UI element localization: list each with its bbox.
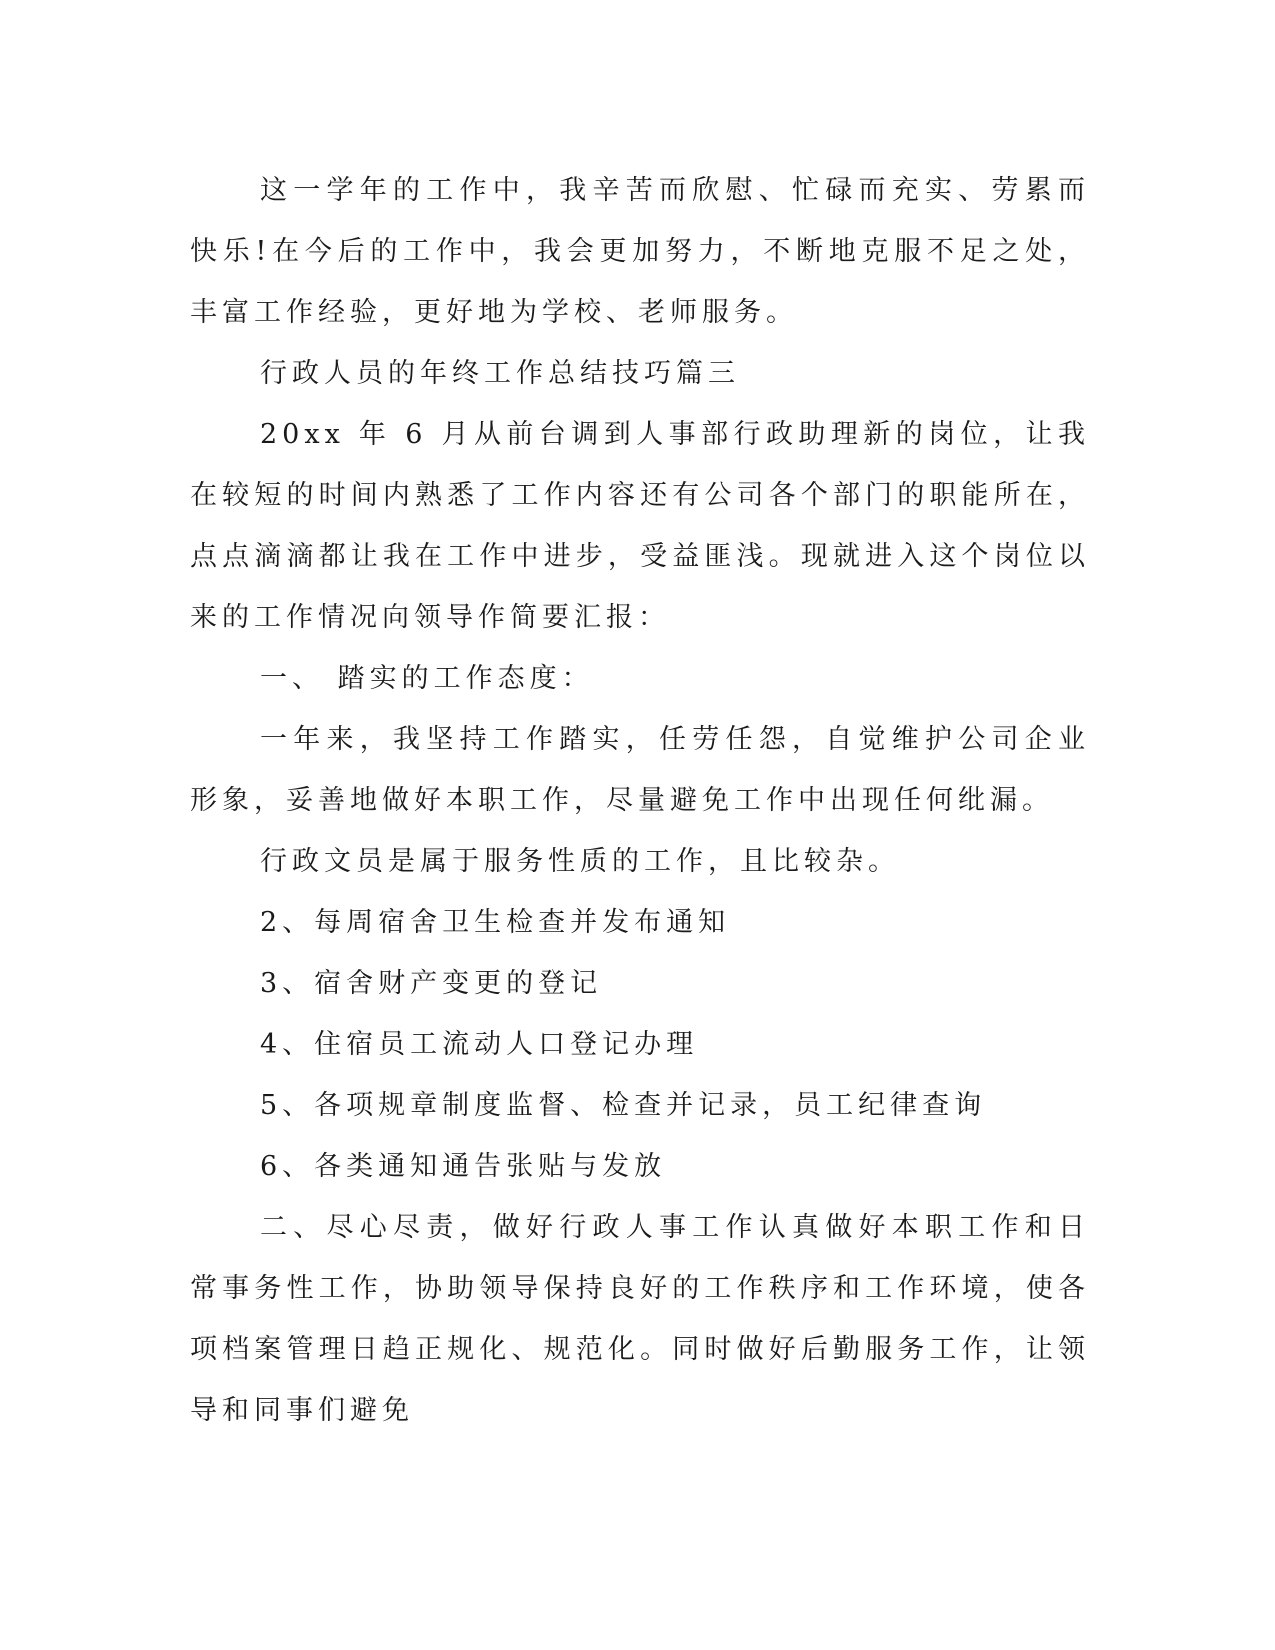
list-item: 4、住宿员工流动人口登记办理 bbox=[260, 1029, 699, 1060]
list-item: 6、各类通知通告张贴与发放 bbox=[260, 1151, 667, 1182]
document-body bbox=[190, 160, 1090, 1441]
paragraph-responsibility: 二、尽心尽责，做好行政人事工作认真做好本职工作和日常事务性工作，协助领导保持良好的工作秩序和工作环境，使各项档案管理日趋正规化、规范化。同时做好后勤服务工作，让领导和同事们避免 bbox=[190, 1212, 1090, 1426]
paragraph-job-nature: 行政文员是属于服务性质的工作，且比较杂。 bbox=[260, 846, 900, 877]
paragraph-summary-conclusion: 这一学年的工作中，我辛苦而欣慰、忙碌而充实、劳累而快乐!在今后的工作中，我会更加努力，不断地克服不足之处，丰富工作经验，更好地为学校、老师服务。 bbox=[190, 175, 1090, 328]
subheading-work-attitude: 一、 踏实的工作态度： bbox=[260, 663, 594, 694]
list-item: 5、各项规章制度监督、检查并记录，员工纪律查询 bbox=[260, 1090, 987, 1121]
list-item: 2、每周宿舍卫生检查并发布通知 bbox=[260, 907, 731, 938]
list-item: 3、宿舍财产变更的登记 bbox=[260, 968, 603, 999]
paragraph-introduction: 20xx 年 6 月从前台调到人事部行政助理新的岗位，让我在较短的时间内熟悉了工作内容还有公司各个部门的职能所在，点点滴滴都让我在工作中进步，受益匪浅。现就进入这个岗位以来的工作情况向领导作简要汇报： bbox=[190, 419, 1090, 633]
paragraph-work-attitude: 一年来，我坚持工作踏实，任劳任怨，自觉维护公司企业形象，妥善地做好本职工作，尽量避免工作中出现任何纰漏。 bbox=[190, 724, 1090, 816]
section-heading: 行政人员的年终工作总结技巧篇三 bbox=[260, 358, 740, 389]
